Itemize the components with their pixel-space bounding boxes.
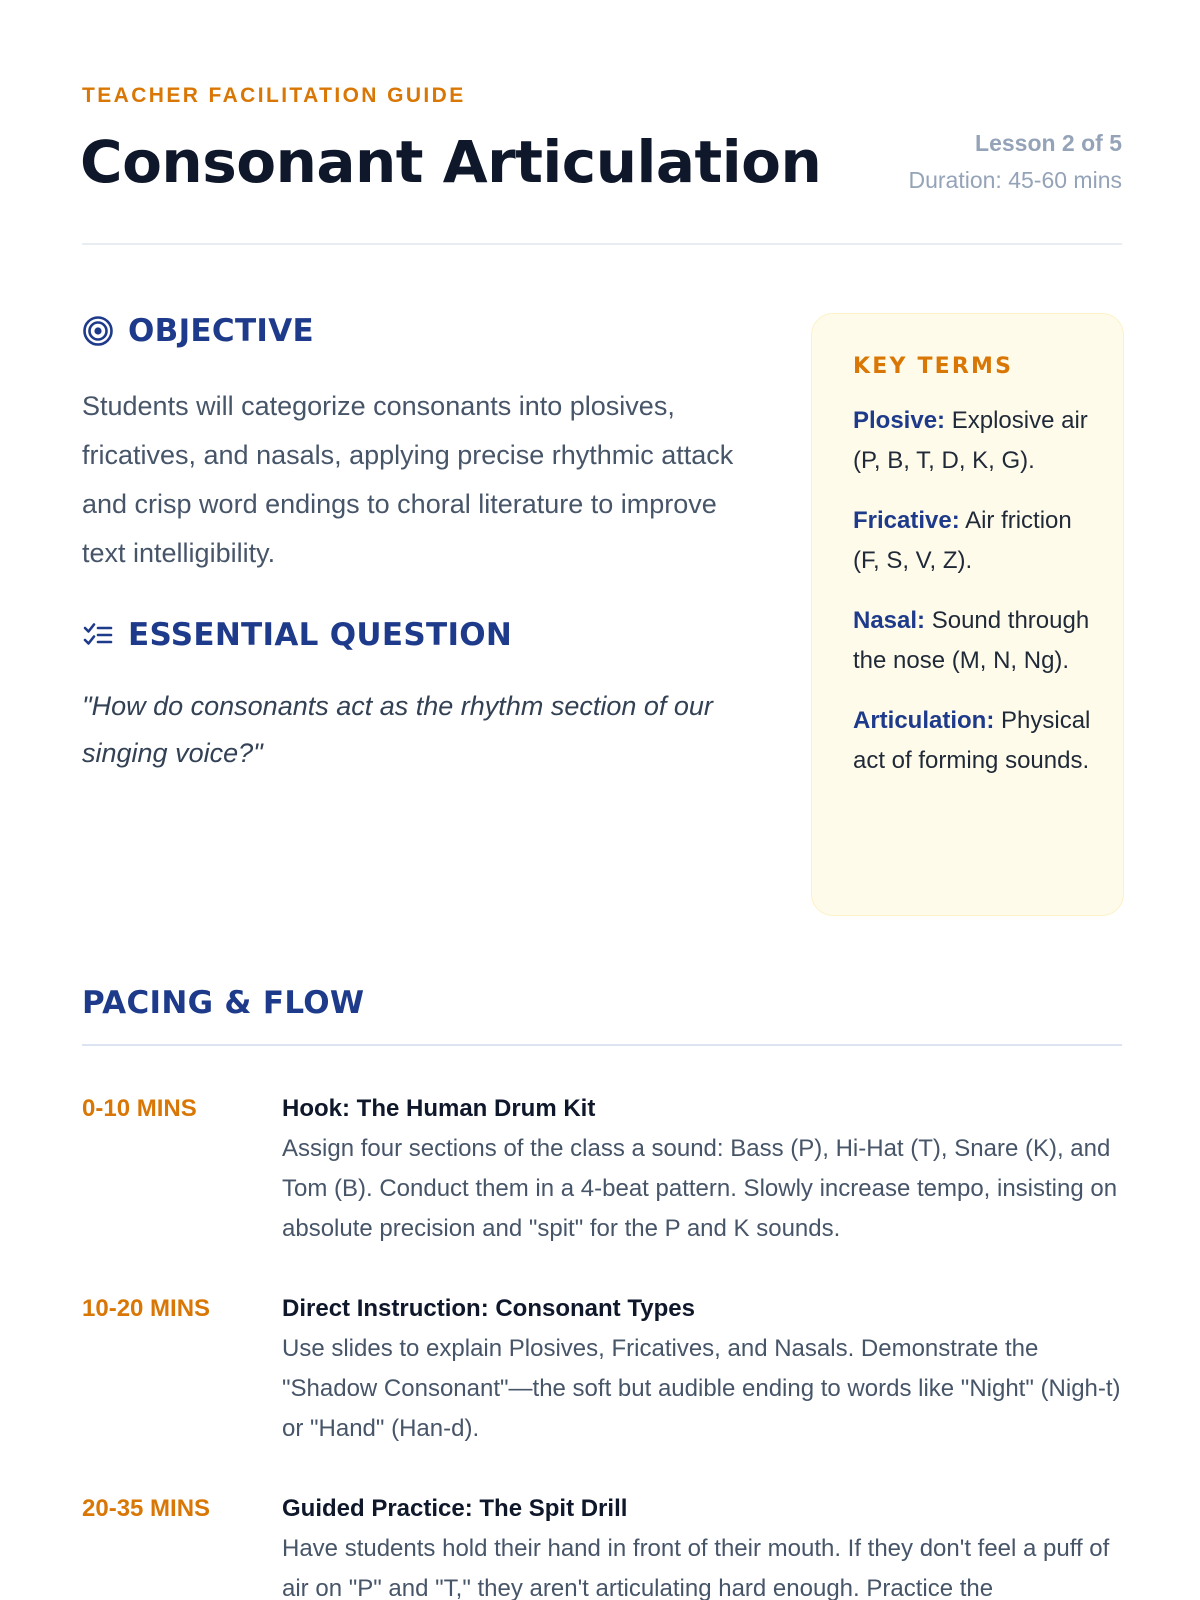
target-icon bbox=[82, 315, 114, 347]
lesson-meta bbox=[909, 126, 1123, 200]
step-description: Use slides to explain Plosives, Fricatives, and Nasals. Demonstrate the "Shadow Consonant"—the soft but audible ending to words like "Night" (Nigh-t) or "Hand" (Han-d). bbox=[282, 1335, 1121, 1442]
key-term-name: Articulation: bbox=[853, 707, 995, 734]
key-term-definition: Physical act of forming sounds. bbox=[853, 707, 1091, 774]
lesson-number: Lesson 2 of 5 bbox=[975, 130, 1122, 156]
objective-heading bbox=[82, 313, 314, 349]
key-term-item bbox=[853, 401, 1093, 481]
key-term-name: Plosive: bbox=[853, 407, 946, 434]
step-title: Direct Instruction: Consonant Types bbox=[282, 1295, 695, 1322]
step-content bbox=[282, 1089, 1122, 1249]
essential-question-heading bbox=[82, 617, 512, 653]
step-content bbox=[282, 1289, 1122, 1449]
essential-question-text: "How do consonants act as the rhythm section of our singing voice?" bbox=[82, 691, 713, 768]
essential-question-heading-label: ESSENTIAL QUESTION bbox=[128, 617, 513, 653]
pacing-step bbox=[82, 1489, 1122, 1600]
step-title: Guided Practice: The Spit Drill bbox=[282, 1495, 628, 1522]
key-term-name: Nasal: bbox=[853, 607, 926, 634]
step-time: 0-10 MINS bbox=[82, 1095, 197, 1122]
objective-text: Students will categorize consonants into plosives, fricatives, and nasals, applying precise rhythmic attack and crisp word endings to choral literature to improve text intelligibility. bbox=[82, 391, 734, 568]
step-content bbox=[282, 1489, 1122, 1600]
step-time: 20-35 MINS bbox=[82, 1495, 211, 1522]
key-term-definition: Air friction (F, S, V, Z). bbox=[853, 507, 1072, 574]
step-description: Assign four sections of the class a sound: Bass (P), Hi-Hat (T), Snare (K), and Tom (B). Conduct them in a 4-beat pattern. Slowly increase tempo, insisting on absolute precision and "spit" for the P and K sounds. bbox=[282, 1135, 1118, 1242]
key-term-definition: Sound through the nose (M, N, Ng). bbox=[853, 607, 1090, 674]
guide-eyebrow: TEACHER FACILITATION GUIDE bbox=[82, 84, 466, 107]
header-divider bbox=[82, 243, 1122, 245]
key-term-item bbox=[853, 501, 1093, 581]
key-term-name: Fricative: bbox=[853, 507, 960, 534]
page-title: Consonant Articulation bbox=[80, 128, 822, 196]
key-term-definition: Explosive air (P, B, T, D, K, G). bbox=[853, 407, 1088, 474]
key-terms-heading: KEY TERMS bbox=[853, 354, 1014, 379]
pacing-step bbox=[82, 1289, 1122, 1449]
key-terms-box bbox=[811, 313, 1124, 916]
objective-heading-label: OBJECTIVE bbox=[128, 313, 314, 349]
pacing-heading: PACING & FLOW bbox=[82, 985, 365, 1021]
key-term-item bbox=[853, 601, 1093, 681]
step-time: 10-20 MINS bbox=[82, 1295, 211, 1322]
step-description: Have students hold their hand in front of their mouth. If they don't feel a puff of air on "P" and "T," they aren't articulating hard enough. Practice the bbox=[282, 1535, 1110, 1600]
checklist-icon bbox=[82, 619, 114, 651]
step-title: Hook: The Human Drum Kit bbox=[282, 1095, 596, 1122]
key-term-item bbox=[853, 701, 1093, 781]
lesson-duration: Duration: 45-60 mins bbox=[908, 167, 1122, 193]
pacing-divider bbox=[82, 1044, 1122, 1046]
pacing-step bbox=[82, 1089, 1122, 1249]
